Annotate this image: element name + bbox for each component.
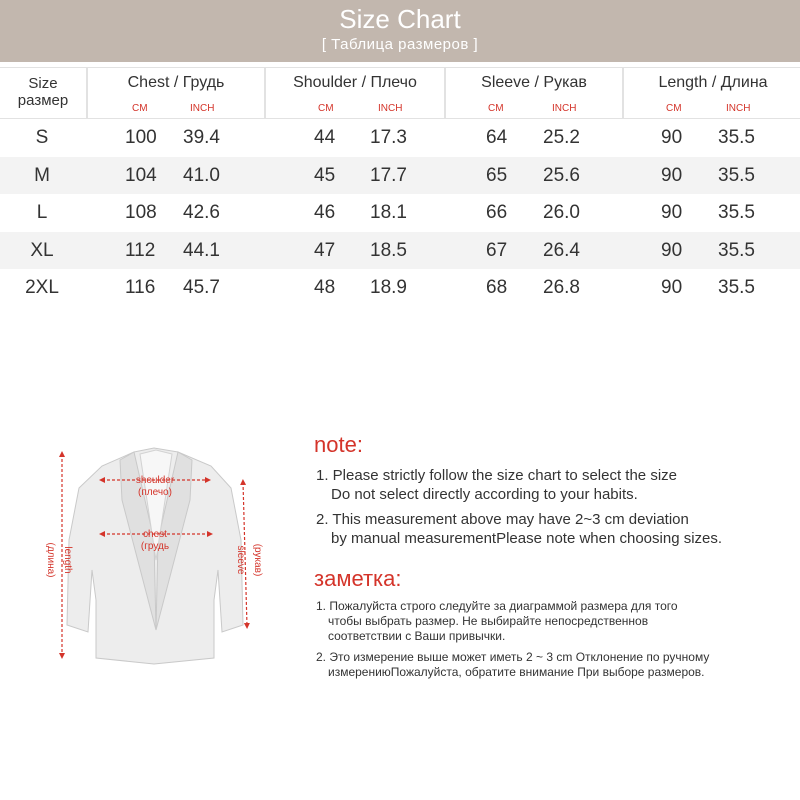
- table-row: [0, 232, 800, 270]
- column-title: Length / Длина: [658, 74, 768, 91]
- length-inch: 35.5: [718, 202, 755, 224]
- shoulder-inch: 18.9: [370, 277, 407, 299]
- sleeve-cm: 64: [486, 127, 508, 148]
- note-line-4: by manual measurementPlease note when choosing sizes.: [331, 530, 723, 547]
- chest-label: chest: [143, 529, 167, 540]
- sleeve-inch: 26.8: [543, 277, 580, 299]
- chest-inch: 42.6: [183, 202, 220, 224]
- size-cell: M: [34, 164, 50, 186]
- sleeve-cm: 65: [486, 164, 508, 186]
- header-sleeve: [444, 68, 622, 118]
- chest-inch: 45.7: [183, 277, 220, 299]
- column-title: Chest / Грудь: [127, 74, 225, 91]
- sleeve-inch: 26.0: [543, 202, 580, 224]
- note-ru-title: заметка:: [314, 566, 402, 591]
- length-cm: 90: [661, 239, 683, 261]
- table-row: [0, 269, 800, 307]
- shoulder-cm: 48: [314, 277, 336, 299]
- sleeve-inch: 26.4: [543, 239, 580, 261]
- shoulder-inch: 18.1: [370, 202, 407, 224]
- unit-cm: CM: [666, 103, 682, 114]
- size-cell: 2XL: [25, 277, 59, 299]
- header-shoulder: [264, 68, 444, 118]
- length-cm: 90: [661, 127, 683, 148]
- shoulder-inch: 17.3: [370, 127, 407, 148]
- page-subtitle: [ Таблица размеров ]: [321, 36, 479, 53]
- note-title: note:: [314, 432, 363, 457]
- shoulder-cm: 46: [314, 202, 336, 224]
- sleeve-cm: 66: [486, 202, 508, 224]
- sleeve-cm: 67: [486, 239, 508, 261]
- note-line-2: Do not select directly according to your habits.: [331, 486, 638, 503]
- size-cell: XL: [30, 239, 54, 261]
- table-row: [0, 119, 800, 157]
- shoulder-label-ru: (плечо): [138, 487, 172, 498]
- note-ru-line-1: 1. Пожалуйста строго следуйте за диаграммой размера для того: [316, 599, 678, 613]
- table-row: [0, 157, 800, 195]
- shoulder-label: shoulder: [135, 475, 175, 486]
- length-label: length: [62, 546, 73, 574]
- length-label-ru: (длина): [45, 542, 56, 578]
- size-cell: L: [36, 202, 48, 224]
- note-ru-line-5: измерениюПожалуйста, обратите внимание При выборе размеров.: [328, 665, 705, 679]
- sleeve-label: sleeve: [235, 545, 246, 575]
- note-line-1: 1. Please strictly follow the size chart to select the size: [316, 467, 677, 484]
- note-ru-line-4: 2. Это измерение выше может иметь 2 ~ 3 cm Отклонение по ручному: [316, 650, 710, 664]
- note-ru-line-3: соответствии с Ваши привычки.: [328, 629, 506, 643]
- chest-cm: 112: [125, 239, 156, 261]
- chest-inch: 44.1: [183, 239, 220, 261]
- unit-inch: INCH: [726, 103, 751, 114]
- size-table: [0, 67, 800, 307]
- length-inch: 35.5: [718, 277, 755, 299]
- shoulder-cm: 45: [314, 164, 336, 186]
- length-inch: 35.5: [718, 164, 755, 186]
- length-cm: 90: [661, 277, 683, 299]
- chest-cm: 104: [125, 164, 157, 186]
- table-row: [0, 194, 800, 232]
- note-ru-line-2: чтобы выбрать размер. Не выбирайте непосредственнов: [328, 614, 649, 628]
- chest-inch: 39.4: [183, 127, 220, 148]
- table-header: [0, 67, 800, 119]
- header-chest: [86, 68, 264, 118]
- sleeve-inch: 25.6: [543, 164, 580, 186]
- size-header-en: Size: [28, 75, 58, 92]
- note-line-3: 2. This measurement above may have 2~3 cm deviation: [316, 511, 689, 528]
- page-title: Size Chart: [339, 4, 461, 34]
- length-inch: 35.5: [718, 127, 755, 148]
- title-banner: [0, 0, 800, 62]
- length-cm: 90: [661, 164, 683, 186]
- unit-inch: INCH: [378, 103, 403, 114]
- chest-inch: 41.0: [183, 164, 220, 186]
- size-header-ru: размер: [17, 92, 69, 109]
- shoulder-inch: 17.7: [370, 164, 407, 186]
- column-title: Sleeve / Рукав: [481, 74, 587, 91]
- column-title: Shoulder / Плечо: [293, 74, 417, 91]
- garment-measurement-figure: [36, 440, 276, 670]
- unit-cm: CM: [132, 103, 148, 114]
- length-cm: 90: [661, 202, 683, 224]
- sleeve-inch: 25.2: [543, 127, 580, 148]
- size-header: [0, 68, 86, 118]
- unit-inch: INCH: [552, 103, 577, 114]
- shoulder-inch: 18.5: [370, 239, 407, 261]
- size-cell: S: [35, 127, 49, 148]
- shoulder-cm: 47: [314, 239, 336, 261]
- sleeve-cm: 68: [486, 277, 508, 299]
- sleeve-label-ru: (рукав): [252, 543, 263, 577]
- chest-cm: 100: [125, 127, 157, 148]
- chest-cm: 116: [125, 277, 156, 299]
- length-inch: 35.5: [718, 239, 755, 261]
- chest-cm: 108: [125, 202, 157, 224]
- unit-inch: INCH: [190, 103, 215, 114]
- chest-label-ru: (грудь: [140, 541, 170, 552]
- shoulder-cm: 44: [314, 127, 336, 148]
- unit-cm: CM: [318, 103, 334, 114]
- header-length: [622, 68, 800, 118]
- unit-cm: CM: [488, 103, 504, 114]
